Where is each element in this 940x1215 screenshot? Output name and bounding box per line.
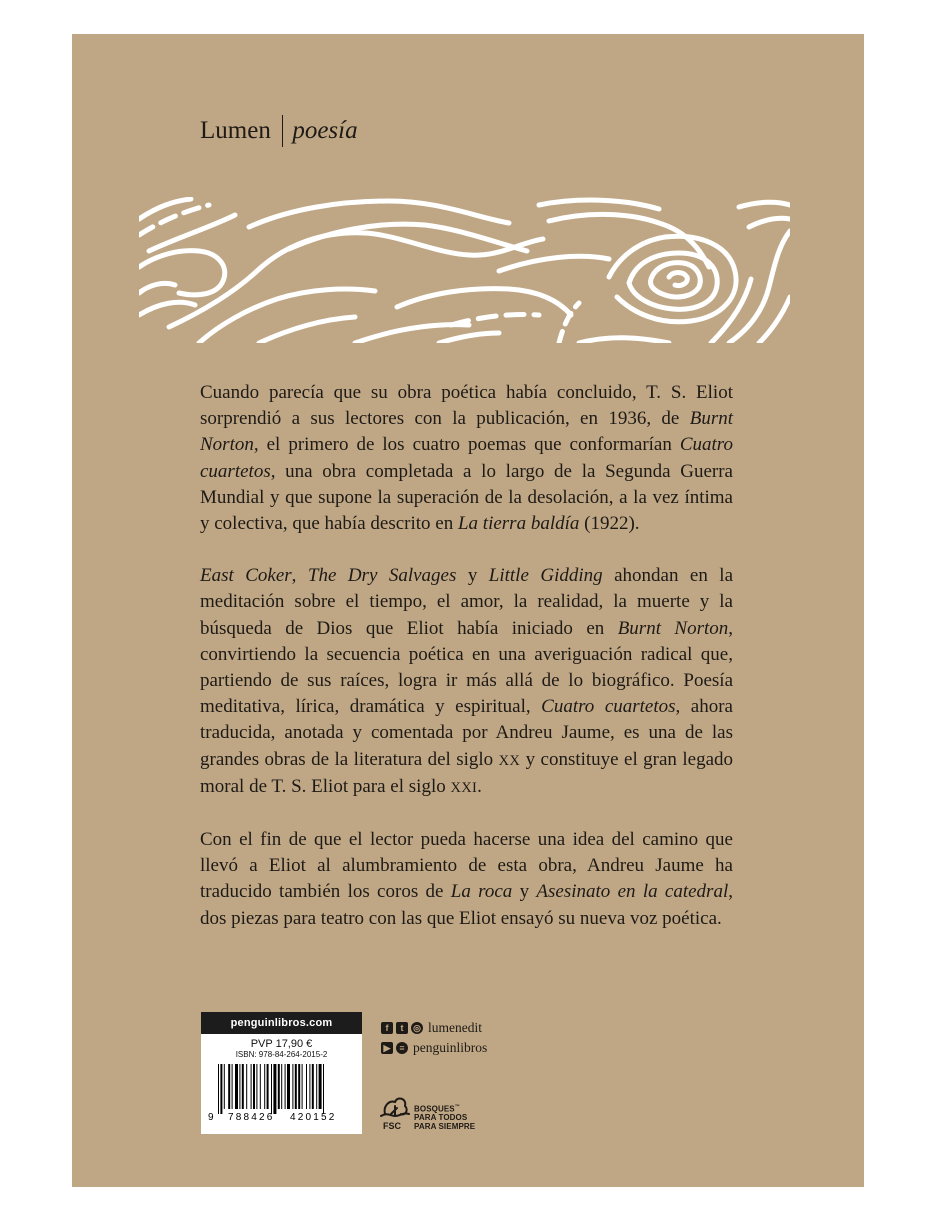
text-run: Cuando parecía que su obra poética había concluido, T. S. Eliot sorprendió a sus lectores con la publicación, en 1936, de (200, 382, 733, 430)
text-run: Con el fin de que el lector pueda hacerse una idea del camino que llevó a Eliot al alumbramiento de esta obra, Andreu Jaume ha traducido también los coros de (200, 829, 733, 903)
social-handle-penguinlibros[interactable]: penguinlibros (413, 1040, 488, 1055)
social-handle-lumenedit[interactable]: lumenedit (428, 1020, 482, 1035)
barcode-bar (319, 1064, 322, 1109)
barcode-left-digits: 788426 (228, 1112, 275, 1122)
twitter-icon[interactable]: t (396, 1022, 408, 1034)
barcode-bar (298, 1064, 300, 1109)
barcode-bar (271, 1064, 272, 1114)
barcode-lead-digit: 9 (208, 1112, 214, 1122)
synopsis (200, 380, 733, 958)
price: PVP 17,90 € (250, 1038, 313, 1050)
barcode-bar (218, 1064, 219, 1114)
title-east-coker: East Coker (200, 565, 292, 587)
logo-divider (282, 115, 284, 147)
fsc-logo (379, 1094, 475, 1132)
title-la-tierra-baldia: La tierra baldía (457, 513, 580, 535)
text-run: ahondan en la meditación sobre el tiempo, el amor, la realidad, la muerte y la búsqueda de Dios que Eliot había iniciado en (200, 565, 734, 639)
title-cuatro-cuartetos: Cuatro cuartetos (200, 434, 733, 482)
publisher-logo (200, 114, 358, 148)
text-run: , dos piezas para teatro con las que Eliot ensayó su nueva voz poética. (200, 881, 733, 929)
website-link[interactable]: penguinlibros.com (201, 1012, 362, 1034)
barcode-bar (302, 1064, 303, 1109)
barcode-bar (316, 1064, 317, 1109)
text-run: y (512, 881, 537, 903)
series-name: poesía (292, 117, 358, 144)
century-numeral: XX (498, 752, 521, 769)
youtube-icon[interactable]: ▶ (381, 1042, 393, 1054)
back-cover (72, 34, 864, 1187)
spotify-icon[interactable]: ≡ (396, 1042, 408, 1054)
barcode-bar (323, 1064, 324, 1114)
isbn: ISBN: 978-84-264-2015-2 (235, 1050, 328, 1059)
fsc-line-3: PARA SIEMPRE (414, 1121, 476, 1131)
barcode-bar (306, 1064, 307, 1109)
title-little-gidding: Little Gidding (488, 565, 603, 587)
fsc-line-1: BOSQUES (414, 1104, 455, 1114)
topographic-pattern (139, 197, 790, 343)
social-row-penguinlibros (381, 1038, 487, 1058)
text-run: , el primero de los cuatro poemas que conformarían (253, 434, 680, 456)
facebook-icon[interactable]: f (381, 1022, 393, 1034)
text-run: , (291, 565, 308, 587)
barcode-bar (264, 1064, 265, 1109)
instagram-icon[interactable]: ◎ (411, 1022, 423, 1034)
barcode-right-digits: 420152 (290, 1112, 337, 1122)
barcode-bar (287, 1064, 290, 1109)
barcode-bar (242, 1064, 244, 1109)
text-run: , ahora traducida, anotada y comentada por Andreu Jaume, es una de las grandes obras de la literatura del siglo (200, 696, 733, 770)
barcode-bar (228, 1064, 230, 1109)
text-run: , convirtiendo la secuencia poética en una averiguación radical que, partiendo de sus raíces, logra ir más allá de lo biográfico. Poesía meditativa, lírica, dramática y espiritual, (200, 617, 734, 718)
fsc-slogan (414, 1103, 475, 1131)
barcode-bar (285, 1064, 286, 1109)
barcode-bar (253, 1064, 255, 1109)
barcode-bar (260, 1064, 261, 1109)
text-run: (1922). (579, 513, 640, 535)
text-run: y constituye el gran legado moral de T. S. Eliot para el siglo (200, 748, 733, 797)
fsc-tree-icon (379, 1094, 411, 1132)
brand-name: Lumen (200, 117, 271, 144)
text-run: y (456, 565, 489, 587)
barcode-bar (232, 1064, 233, 1109)
barcode-bar (220, 1064, 222, 1114)
fsc-line-2: PARA TODOS (414, 1113, 468, 1123)
title-burnt-norton: Burnt Norton (617, 617, 729, 639)
century-numeral: XXI (450, 779, 478, 796)
barcode-label (201, 1012, 362, 1134)
text-run: , una obra completada a lo largo de la Segunda Guerra Mundial y que supone la superación de la desolación, a la vez íntima y colectiva, que había descrito en (200, 460, 733, 535)
barcode-bar (295, 1064, 297, 1109)
title-burnt-norton: Burnt Norton (200, 408, 733, 456)
text-run: . (477, 775, 482, 797)
synopsis-paragraph-2 (200, 563, 733, 801)
fsc-trademark: ™ (454, 1104, 460, 1110)
barcode-bar (267, 1064, 269, 1109)
title-the-dry-salvages: The Dry Salvages (307, 565, 457, 587)
barcode-bar (251, 1064, 252, 1109)
barcode-bar (309, 1064, 310, 1109)
barcode-bar (224, 1064, 225, 1109)
barcode-bar (281, 1064, 282, 1109)
barcode-bar (278, 1064, 280, 1109)
barcode-bar (246, 1064, 247, 1109)
title-cuatro-cuartetos: Cuatro cuartetos (541, 696, 676, 718)
synopsis-paragraph-3 (200, 827, 733, 932)
title-asesinato-en-la-catedral: Asesinato en la catedral (536, 881, 729, 903)
social-links (381, 1018, 487, 1058)
barcode-bar (273, 1064, 276, 1114)
barcode-bar (292, 1064, 293, 1109)
barcode-bar (312, 1064, 314, 1109)
title-la-roca: La roca (450, 881, 513, 903)
barcode-bar (239, 1064, 240, 1109)
fsc-label: FSC (383, 1121, 401, 1131)
barcode-bar (256, 1064, 257, 1109)
barcode-bar (235, 1064, 238, 1109)
social-row-lumenedit (381, 1018, 487, 1038)
barcode (206, 1062, 357, 1122)
synopsis-paragraph-1 (200, 380, 733, 537)
